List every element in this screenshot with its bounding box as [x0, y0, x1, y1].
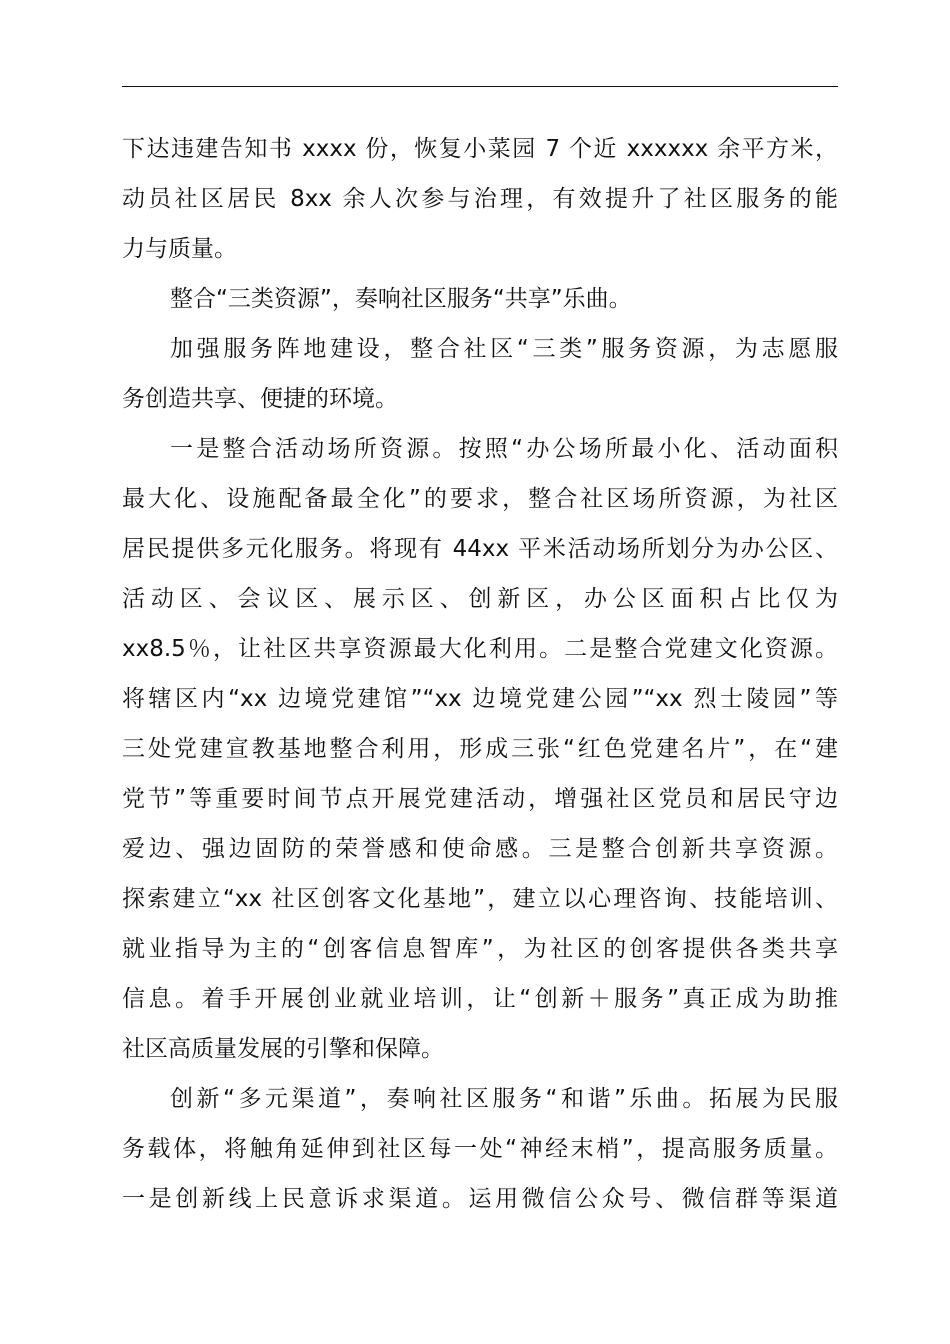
text-line: 社区高质量发展的引擎和保障。	[122, 1036, 444, 1062]
text-line: 力与质量。	[122, 236, 237, 262]
text-line: 一是整合活动场所资源。按照“办公场所最小化、活动面积	[170, 436, 838, 462]
text-line: 党节”等重要时间节点开展党建活动，增强社区党员和居民守边	[122, 786, 838, 812]
text-line: 信息。着手开展创业就业培训，让“创新＋服务”真正成为助推	[122, 986, 838, 1012]
text-line: 务创造共享、便捷的环境。	[122, 386, 398, 412]
text-line: 将辖区内“xx 边境党建馆”“xx 边境党建公园”“xx 烈士陵园”等	[122, 686, 838, 712]
text-line: 一是创新线上民意诉求渠道。运用微信公众号、微信群等渠道	[122, 1186, 838, 1212]
text-line: 就业指导为主的“创客信息智库”，为社区的创客提供各类共享	[122, 936, 838, 962]
text-line: 爱边、强边固防的荣誉感和使命感。三是整合创新共享资源。	[122, 836, 838, 862]
header-rule	[122, 86, 838, 87]
text-line: xx8.5％，让社区共享资源最大化利用。二是整合党建文化资源。	[122, 636, 838, 662]
text-line: 下达违建告知书 xxxx 份，恢复小菜园 7 个近 xxxxxx 余平方米，	[122, 136, 838, 162]
text-line: 探索建立“xx 社区创客文化基地”，建立以心理咨询、技能培训、	[122, 886, 838, 912]
text-line: 动员社区居民 8xx 余人次参与治理，有效提升了社区服务的能	[122, 186, 838, 212]
section-heading-line: 创新“多元渠道”，奏响社区服务“和谐”乐曲。拓展为民服	[170, 1086, 838, 1112]
text-line: 最大化、设施配备最全化”的要求，整合社区场所资源，为社区	[122, 486, 838, 512]
body-text	[122, 124, 838, 1224]
text-line: 三处党建宣教基地整合利用，形成三张“红色党建名片”，在“建	[122, 736, 838, 762]
text-line: 活动区、会议区、展示区、创新区，办公区面积占比仅为	[122, 586, 838, 612]
section-heading-line: 整合“三类资源”，奏响社区服务“共享”乐曲。	[170, 286, 632, 312]
text-line: 务载体，将触角延伸到社区每一处“神经末梢”，提高服务质量。	[122, 1136, 838, 1162]
text-line: 居民提供多元化服务。将现有 44xx 平米活动场所划分为办公区、	[122, 536, 838, 562]
text-line: 加强服务阵地建设，整合社区“三类”服务资源，为志愿服	[170, 336, 838, 362]
